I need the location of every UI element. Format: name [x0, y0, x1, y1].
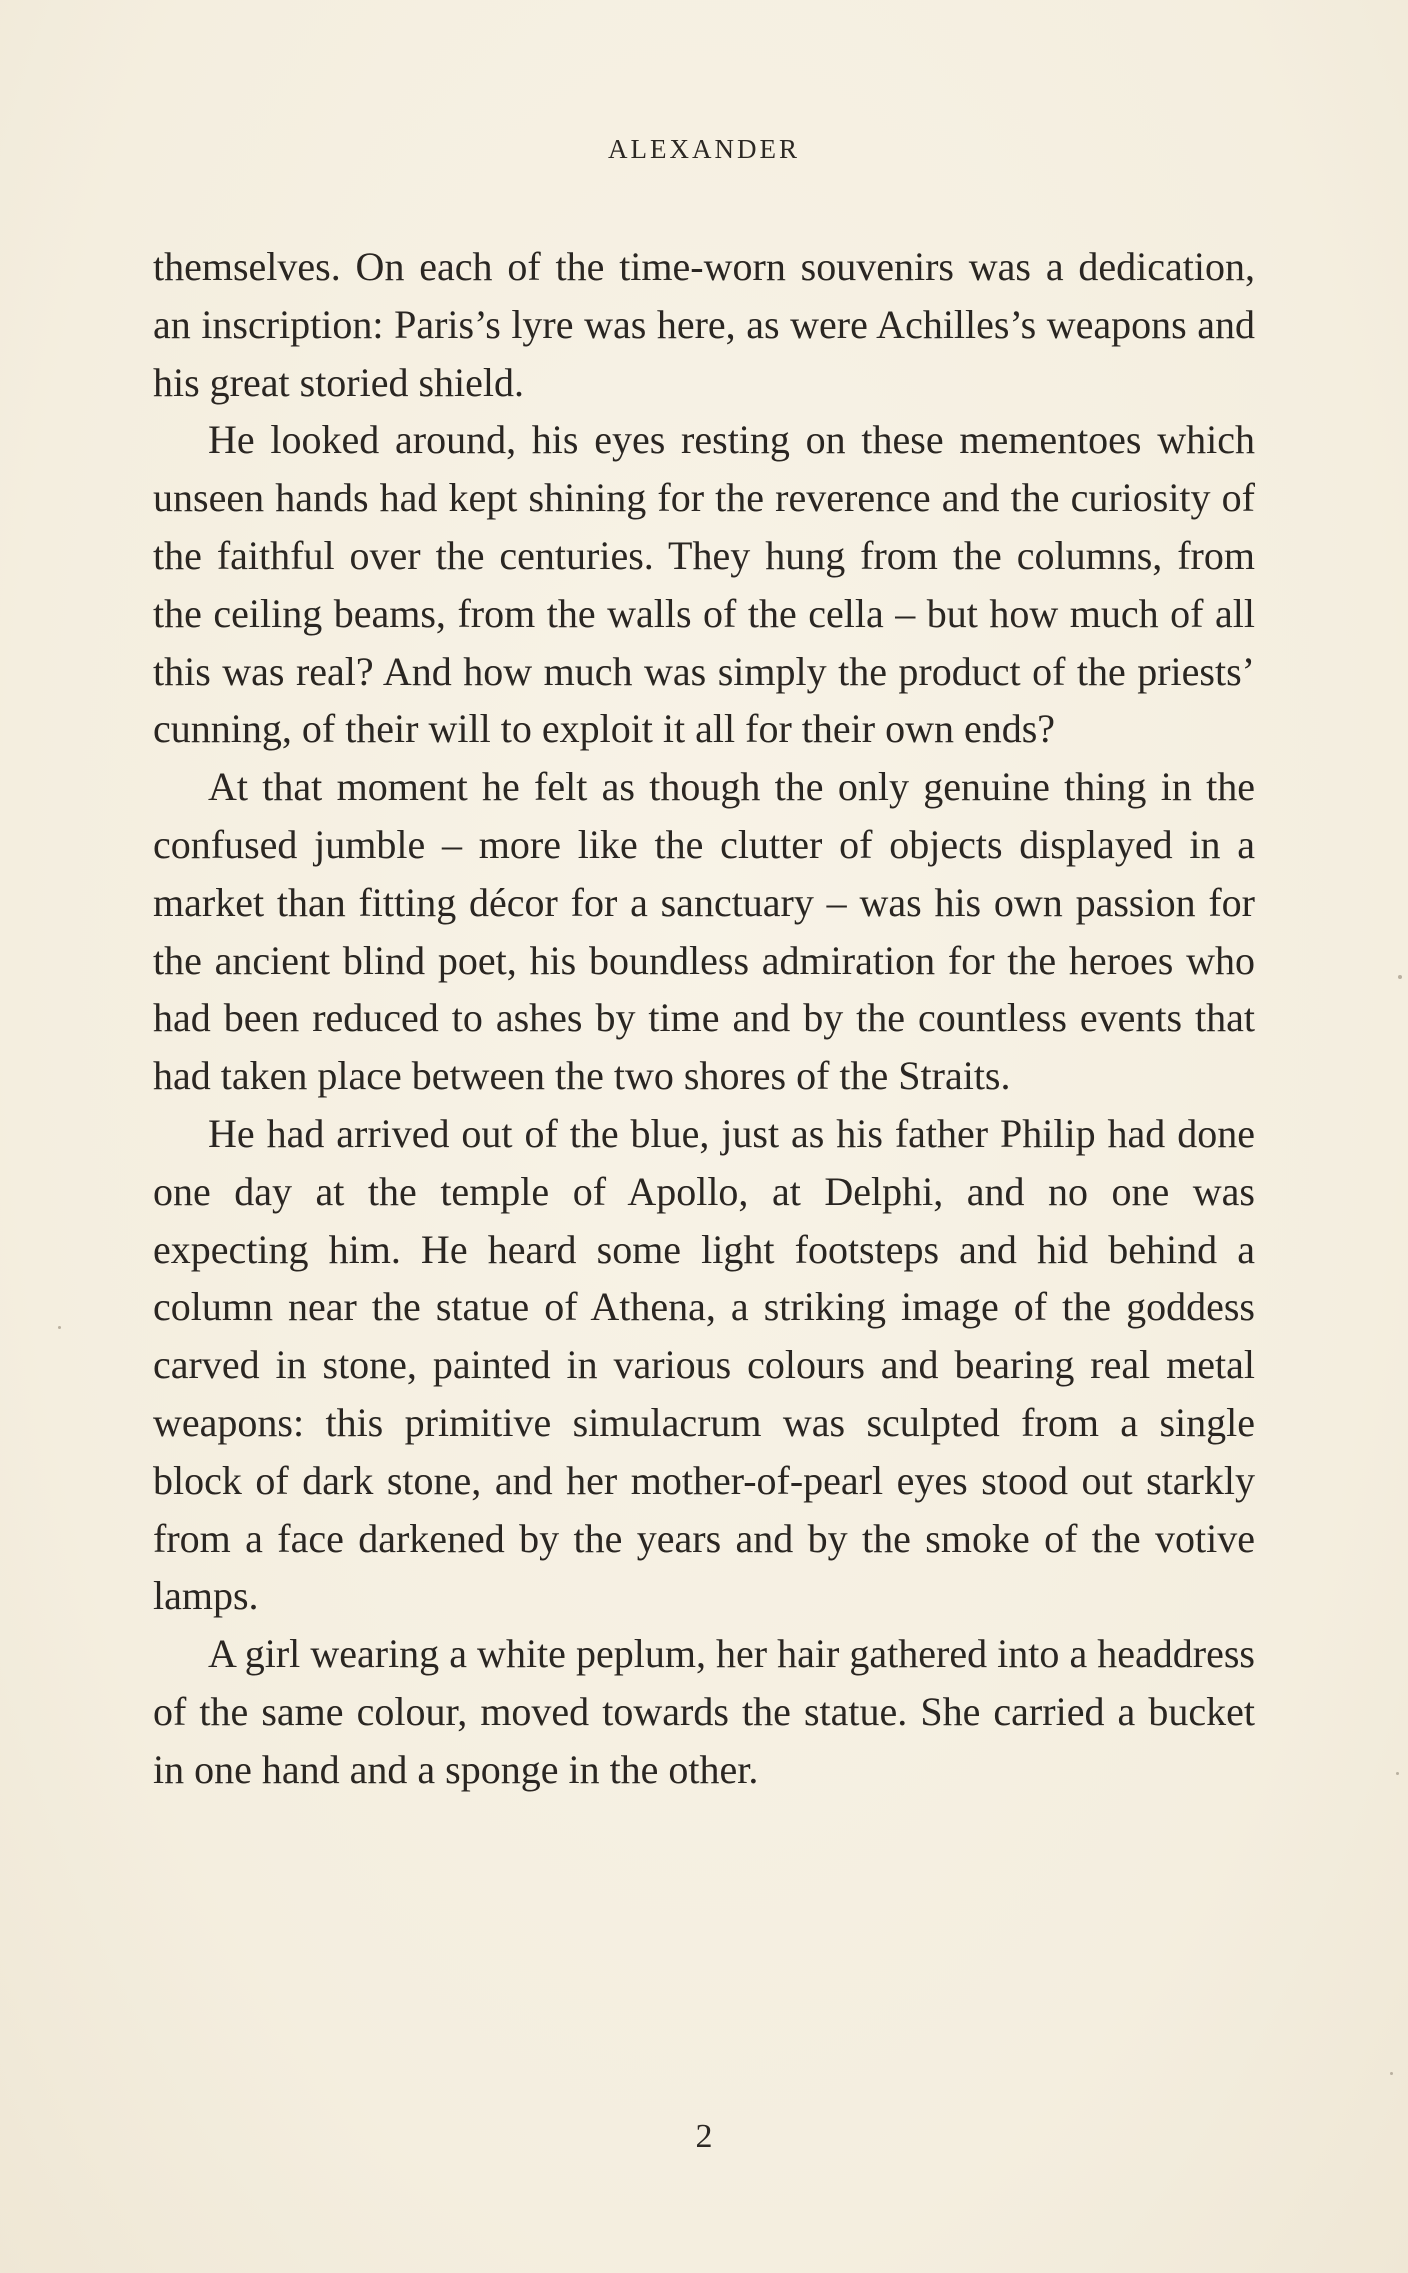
paper-speck — [1396, 1772, 1399, 1775]
paragraph-4: He had arrived out of the blue, just as his father Philip had done one day at the temple of Apollo, at Delphi, and no one was expecting him. He heard some light footsteps and hid behind a column near the statue of Athena, a striking image of the goddess carved in stone, painted in various colours and bearing real metal weapons: this primitive simulacrum was sculpted from a single block of dark stone, and her mother-of-pearl eyes stood out starkly from a face darkened by the years and by the smoke of the votive lamps. — [153, 1110, 1255, 1619]
paragraph-2: He looked around, his eyes resting on these mementoes which unseen hands had kept shining for the reverence and the curiosity of the faithful over the centuries. They hung from the columns, from the ceiling beams, from the walls of the cella – but how much of all this was real? And how much was simply the product of the priests’ cunning, of their will to exploit it all for their own ends? — [153, 417, 1255, 752]
paper-speck — [1398, 975, 1402, 979]
paragraph-3: At that moment he felt as though the only genuine thing in the confused jumble – more like the clutter of objects displayed in a market than fitting décor for a sanctuary – was his own passion for the ancient blind poet, his boundless admiration for the heroes who had been reduced to ashes by time and by the countless events that had taken place between the two shores of the Straits. — [153, 764, 1255, 1099]
paper-speck — [1390, 2072, 1393, 2075]
page-number: 2 — [695, 2118, 713, 2155]
paper-speck — [58, 1326, 61, 1329]
body-text — [153, 238, 1255, 1799]
paragraph-1: themselves. On each of the time-worn souvenirs was a dedication, an inscription: Paris’s lyre was here, as were Achilles’s weapons and his great storied shield. — [153, 244, 1255, 405]
running-head: ALEXANDER — [608, 134, 800, 164]
paragraph-5: A girl wearing a white peplum, her hair gathered into a headdress of the same colour, moved towards the statue. She carried a bucket in one hand and a sponge in the other. — [153, 1631, 1255, 1792]
